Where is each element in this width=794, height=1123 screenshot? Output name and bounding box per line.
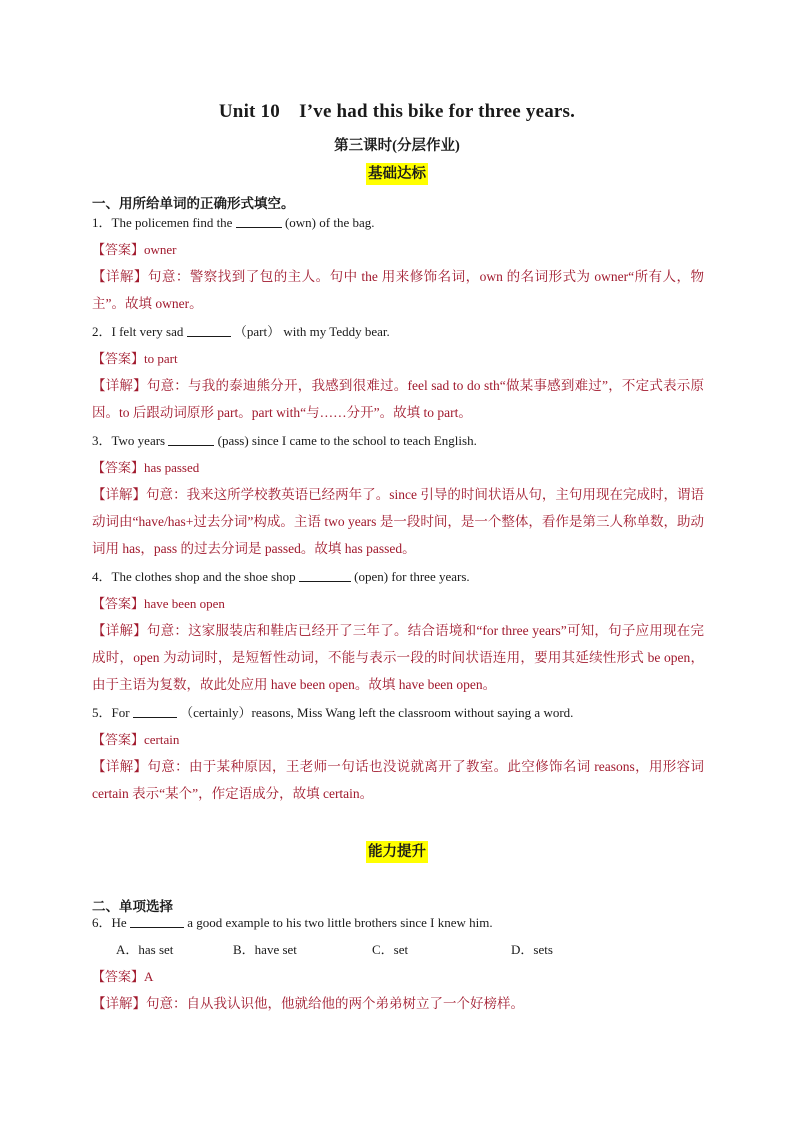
answer-6 xyxy=(92,963,704,990)
detail-text: 句意：警察找到了包的主人。句中 the 用来修饰名词，own 的名词形式为 owner“所有人，物主”。故填 owner。 xyxy=(92,269,704,311)
document-title: Unit 10 I’ve had this bike for three years. xyxy=(218,101,576,122)
question-4 xyxy=(92,563,704,590)
answer-label: 【答案】 xyxy=(92,732,145,747)
question-text-pre: The clothes shop and the shoe shop xyxy=(111,569,296,584)
answer-label: 【答案】 xyxy=(92,969,145,984)
answer-3 xyxy=(92,454,704,481)
question-3 xyxy=(92,427,704,454)
answer-5 xyxy=(92,726,704,753)
question-1 xyxy=(92,209,704,236)
answer-blank xyxy=(133,703,177,718)
detail-6 xyxy=(92,990,704,1017)
section1-heading: 一、用所给单词的正确形式填空。 xyxy=(92,196,295,211)
answer-4 xyxy=(92,590,704,617)
answer-value: A xyxy=(144,969,154,984)
answer-value: have been open xyxy=(144,596,225,611)
detail-text: 句意：自从我认识他，他就给他的两个弟弟树立了一个好榜样。 xyxy=(146,996,524,1011)
detail-5 xyxy=(92,753,704,807)
answer-blank xyxy=(130,913,184,928)
detail-text: 句意：我来这所学校教英语已经两年了。since 引导的时间状语从句，主句用现在完成时，谓语动词由“have/has+过去分词”构成。主语 two years 是一段时间，是一个整体，看作是第三人称单数，助动词用 has，pass 的过去分词是 passed。故填 has passed。 xyxy=(92,487,704,556)
question-text-pre: He xyxy=(111,915,127,930)
detail-label: 【详解】 xyxy=(92,759,148,774)
detail-4 xyxy=(92,617,704,698)
answer-value: owner xyxy=(144,242,177,257)
question-number: 4． xyxy=(92,569,112,584)
question-text-post: （certainly）reasons, Miss Wang left the classroom without saying a word. xyxy=(180,705,574,720)
detail-3 xyxy=(92,481,704,562)
answer-blank xyxy=(299,567,351,582)
answer-blank xyxy=(236,213,282,228)
question-text-pre: For xyxy=(111,705,130,720)
detail-text: 句意：这家服装店和鞋店已经开了三年了。结合语境和“for three years”可知，句子应用现在完成时，open 为动词时，是短暂性动词，不能与表示一段的时间状语连用，要用其延续性形式 be open，由于主语为复数，故此处应用 have been open。故填 have been open。 xyxy=(92,623,704,692)
question-text-post: （part） with my Teddy bear. xyxy=(233,324,390,339)
detail-text: 句意：由于某种原因，王老师一句话也没说就离开了教室。此空修饰名词 reasons，用形容词 certain 表示“某个”，作定语成分，故填 certain。 xyxy=(92,759,704,801)
question-number: 5． xyxy=(92,705,112,720)
question-text-post: a good example to his two little brothers since I knew him. xyxy=(187,915,493,930)
detail-label: 【详解】 xyxy=(92,487,147,502)
question-text-post: (pass) since I came to the school to teach English. xyxy=(217,433,477,448)
option-c: C．set xyxy=(372,942,409,957)
question-number: 6． xyxy=(92,915,112,930)
question-2 xyxy=(92,318,704,345)
detail-label: 【详解】 xyxy=(92,996,146,1011)
section2-heading: 二、单项选择 xyxy=(92,899,173,914)
question-6 xyxy=(92,909,704,936)
question-number: 2． xyxy=(92,324,112,339)
answer-label: 【答案】 xyxy=(92,242,145,257)
detail-2 xyxy=(92,372,704,426)
detail-label: 【详解】 xyxy=(92,378,147,393)
basic-tag-row xyxy=(0,163,794,185)
answer-blank xyxy=(168,431,214,446)
options-6 xyxy=(116,936,553,963)
option-b: B．have set xyxy=(233,942,297,957)
answer-value: certain xyxy=(144,732,180,747)
detail-label: 【详解】 xyxy=(92,269,148,284)
answer-blank xyxy=(187,322,231,337)
question-5 xyxy=(92,699,704,726)
advanced-tag-row xyxy=(0,841,794,863)
detail-1 xyxy=(92,263,704,317)
answer-value: to part xyxy=(144,351,178,366)
document-subtitle: 第三课时(分层作业) xyxy=(334,138,460,154)
answer-label: 【答案】 xyxy=(92,460,145,475)
question-number: 1． xyxy=(92,215,112,230)
answer-value: has passed xyxy=(144,460,200,475)
option-a: A．has set xyxy=(116,942,174,957)
detail-text: 句意：与我的泰迪熊分开，我感到很难过。feel sad to do sth“做某事感到难过”，不定式表示原因。to 后跟动词原形 part。part with“与……分开”。故填 to part。 xyxy=(92,378,705,420)
basic-level-tag: 基础达标 xyxy=(366,163,428,185)
question-text-pre: Two years xyxy=(111,433,166,448)
question-text-post: (open) for three years. xyxy=(354,569,470,584)
detail-label: 【详解】 xyxy=(92,623,147,638)
answer-label: 【答案】 xyxy=(92,596,145,611)
answer-2 xyxy=(92,345,704,372)
option-d: D．sets xyxy=(511,942,553,957)
advanced-level-tag: 能力提升 xyxy=(366,841,428,863)
question-text-pre: The policemen find the xyxy=(111,215,233,230)
answer-label: 【答案】 xyxy=(92,351,145,366)
question-number: 3． xyxy=(92,433,112,448)
question-text-pre: I felt very sad xyxy=(111,324,184,339)
answer-1 xyxy=(92,236,704,263)
question-text-post: (own) of the bag. xyxy=(284,215,375,230)
